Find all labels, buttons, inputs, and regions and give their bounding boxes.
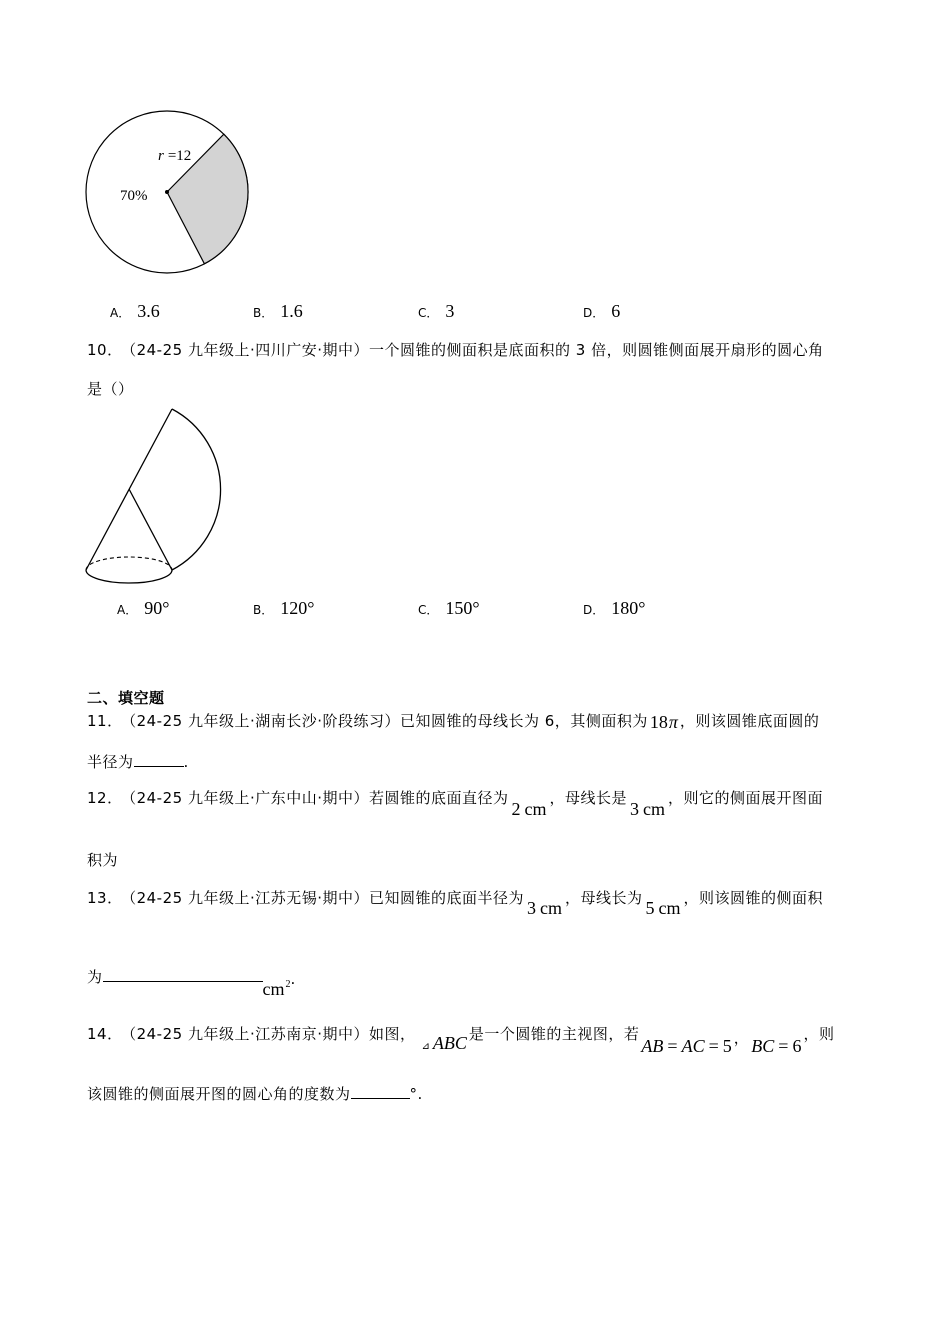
q12-stem-c: ，则它的侧面展开图面	[668, 789, 824, 807]
percent-label: 70%	[120, 188, 148, 204]
sector-arc	[172, 409, 221, 570]
option-value: 3.6	[137, 301, 160, 321]
q14-eq1-value: 5	[722, 1036, 732, 1056]
q10-option-b	[253, 598, 314, 619]
q12-line2-text: 积为	[87, 851, 119, 869]
option-value: 120°	[280, 598, 315, 618]
q11-stem-a: 已知圆锥的母线长为 6，其侧面积为	[400, 712, 648, 730]
q14-eq1-equals-2: =	[708, 1036, 719, 1056]
q13-stem-c: ，则该圆锥的侧面积	[683, 889, 824, 907]
q13-answer-unit-base: cm	[262, 979, 285, 999]
q13-number: 13．	[87, 889, 123, 907]
q11-number: 11．	[87, 712, 123, 730]
q10-line-2	[87, 379, 134, 399]
q13-line2-end: .	[290, 970, 296, 988]
cone-right-slant-line	[129, 489, 172, 570]
q13-radius-expression	[527, 898, 562, 918]
q13-line2-text: 为	[87, 968, 103, 986]
q14-number: 14．	[87, 1025, 123, 1043]
q9-option-b	[253, 301, 303, 322]
q13-answer-unit-exponent: 2	[285, 979, 291, 990]
q14-eq1-equals-1: =	[667, 1036, 678, 1056]
q9-options	[0, 301, 950, 325]
q10-stem: 一个圆锥的侧面积是底面积的 3 倍，则圆锥侧面展开扇形的圆心角	[369, 341, 824, 359]
radius-label	[158, 148, 191, 164]
q14-line-1	[87, 1023, 835, 1056]
q13-slant-value: 5	[645, 898, 655, 918]
q10-option-a	[117, 598, 169, 619]
q12-number: 12．	[87, 789, 123, 807]
q9-option-d	[583, 301, 620, 322]
q11-stem-b: ，则该圆锥底面圆的	[679, 712, 820, 730]
q11-line-1	[87, 710, 819, 731]
option-letter: C．	[418, 603, 439, 617]
q11-source: （24-25 九年级上·湖南长沙·阶段练习）	[128, 712, 400, 730]
q10-stem-end: 是（）	[87, 380, 134, 398]
q14-comma: ，	[733, 1029, 750, 1047]
q12-diameter-value: 2	[511, 799, 521, 819]
q12-slant-value: 3	[630, 799, 640, 819]
q13-slant-unit: cm	[658, 898, 681, 918]
q14-eq2-equals: =	[778, 1036, 789, 1056]
q14-line2-text: 该圆锥的侧面展开图的圆心角的度数为	[87, 1085, 351, 1103]
answer-blank	[134, 752, 184, 767]
option-letter: A．	[110, 306, 131, 320]
section-title: 二、填空题	[87, 689, 165, 707]
q12-stem-b: ，母线长是	[549, 789, 628, 807]
cone-base-front	[86, 570, 172, 583]
q14-eq1-ab: AB	[641, 1036, 664, 1056]
q14-eq2-value: 6	[792, 1036, 802, 1056]
q10-option-c	[418, 598, 480, 619]
cone-base-back-dashed	[86, 557, 172, 570]
q14-stem-a: 如图，	[369, 1025, 416, 1043]
q12-stem-a: 若圆锥的底面直径为	[369, 789, 509, 807]
q14-stem-b: 是一个圆锥的主视图，若	[468, 1025, 640, 1043]
q13-source: （24-25 九年级上·江苏无锡·期中）	[128, 889, 369, 907]
q12-slant-expression	[630, 799, 665, 819]
q12-slant-unit: cm	[643, 799, 666, 819]
q14-line-2	[87, 1084, 423, 1104]
radius-variable: r	[158, 148, 164, 164]
answer-blank	[351, 1084, 410, 1099]
q11-line2-end: .	[183, 753, 189, 771]
option-letter: B．	[253, 603, 274, 617]
q10-number: 10．	[87, 341, 123, 359]
option-value: 150°	[445, 598, 480, 618]
radius-value: =12	[167, 148, 192, 164]
q12-diameter-unit: cm	[524, 799, 547, 819]
q13-answer-unit	[263, 975, 291, 999]
q9-option-a	[110, 301, 160, 322]
q14-eq1-ac: AC	[681, 1036, 705, 1056]
option-letter: A．	[117, 603, 138, 617]
q10-line-1	[87, 340, 824, 360]
option-value: 90°	[144, 598, 170, 618]
q13-stem-b: ，母线长为	[565, 889, 643, 907]
q14-equation-2	[751, 1036, 801, 1056]
q9-option-c	[418, 301, 454, 322]
option-value: 1.6	[280, 301, 303, 321]
q11-line-2	[87, 752, 189, 772]
q14-eq2-bc: BC	[751, 1036, 775, 1056]
q10-source: （24-25 九年级上·四川广安·期中）	[128, 341, 369, 359]
q11-area-number: 18	[649, 712, 668, 732]
answer-blank	[103, 967, 263, 982]
q13-line-1	[87, 887, 824, 918]
option-letter: B．	[253, 306, 274, 320]
q13-radius-unit: cm	[540, 898, 563, 918]
q13-line-2	[87, 962, 296, 999]
q12-source: （24-25 九年级上·广东中山·期中）	[128, 789, 369, 807]
option-letter: C．	[418, 306, 439, 320]
option-letter: D．	[583, 603, 605, 617]
q14-equation-1	[641, 1036, 731, 1056]
center-dot	[165, 190, 169, 194]
q10-option-d	[583, 598, 645, 619]
cone-sector-figure	[80, 400, 230, 590]
circle-sector-figure	[80, 105, 260, 285]
q14-triangle-name: ABC	[432, 1033, 467, 1053]
option-value: 180°	[611, 598, 646, 618]
q11-pi-symbol: π	[668, 712, 678, 732]
option-value: 6	[611, 301, 621, 321]
q13-radius-value: 3	[527, 898, 537, 918]
triangle-icon: ⊿	[421, 1041, 430, 1052]
q12-line-1	[87, 787, 824, 819]
q13-stem-a: 已知圆锥的底面半径为	[369, 889, 525, 907]
q14-line2-end: °.	[409, 1085, 423, 1103]
q10-options	[0, 598, 950, 622]
q14-stem-c: ，则	[803, 1025, 835, 1043]
option-value: 3	[445, 301, 455, 321]
q11-area-expression	[650, 712, 678, 732]
q11-line2-text: 半径为	[87, 753, 134, 771]
option-letter: D．	[583, 306, 605, 320]
q14-source: （24-25 九年级上·江苏南京·期中）	[128, 1025, 369, 1043]
q14-triangle-expression	[422, 1033, 467, 1057]
q12-line-2	[87, 850, 118, 870]
q12-diameter-expression	[512, 799, 547, 819]
q13-slant-expression	[646, 898, 681, 918]
